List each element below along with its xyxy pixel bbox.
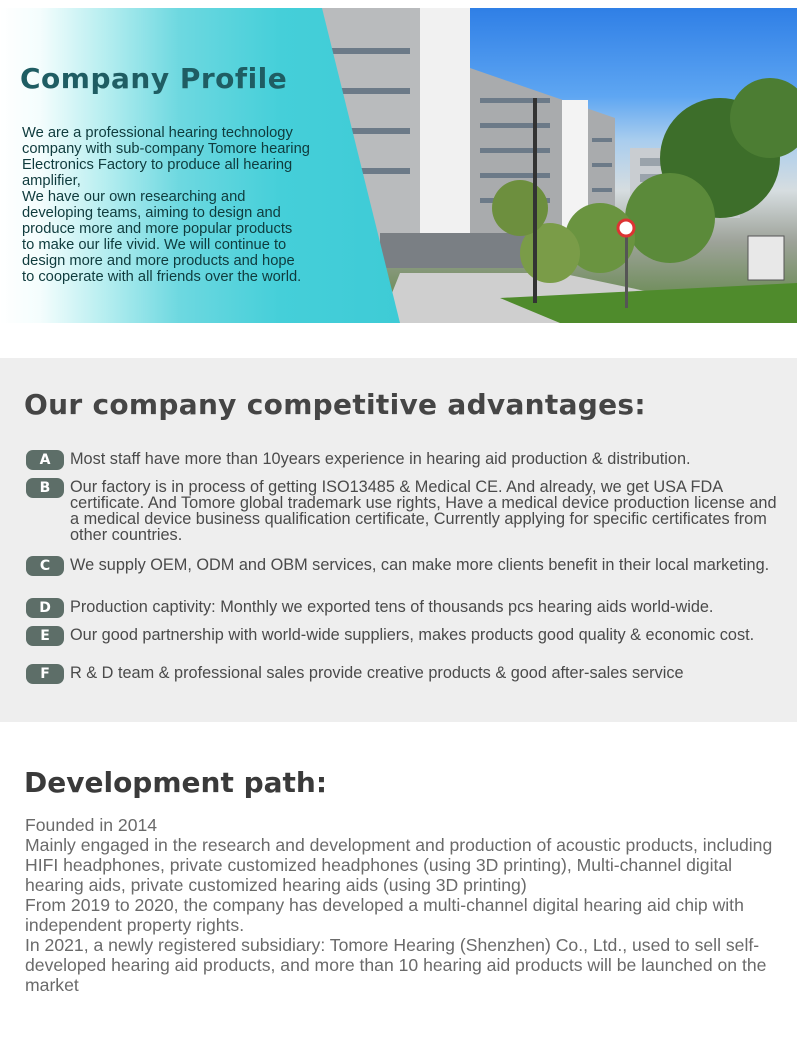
company-profile-title: Company Profile <box>20 62 288 95</box>
profile-line: design more and more products and hope <box>22 253 295 269</box>
profile-line: produce more and more popular products <box>22 221 293 237</box>
profile-line: to make our life vivid. We will continue to <box>22 237 287 253</box>
advantage-item-d <box>26 598 786 618</box>
development-line: In 2021, a newly registered subsidiary: Tomore Hearing (Shenzhen) Co., Ltd., used to sell self-developed hearing aid products, and more than 10 hearing aid products will be launched on the market <box>25 935 767 995</box>
profile-line: amplifier, <box>22 173 81 189</box>
profile-line: Electronics Factory to produce all hearing <box>22 157 293 173</box>
development-line: From 2019 to 2020, the company has developed a multi-channel digital hearing aid chip with independent property rights. <box>25 895 744 935</box>
advantage-letter-badge: F <box>26 664 64 684</box>
advantage-text: Most staff have more than 10years experience in hearing aid production & distribution. <box>70 450 691 468</box>
advantage-letter-badge: E <box>26 626 64 646</box>
advantage-text: R & D team & professional sales provide creative products & good after-sales service <box>70 664 684 682</box>
advantage-text: We supply OEM, ODM and OBM services, can make more clients benefit in their local marketing. <box>70 556 770 574</box>
profile-line: to cooperate with all friends over the world. <box>22 269 302 285</box>
company-profile-banner <box>0 8 797 323</box>
advantage-text: Our good partnership with world-wide suppliers, makes products good quality & economic cost. <box>70 626 755 644</box>
development-line: Mainly engaged in the research and development and production of acoustic products, including HIFI headphones, private customized headphones (using 3D printing), Multi-channel digital hearing aids, private customized hearing aids (using 3D printing) <box>25 835 773 895</box>
development-path-title: Development path: <box>24 766 328 799</box>
advantage-letter-badge: B <box>26 478 64 498</box>
advantages-title: Our company competitive advantages: <box>24 388 646 421</box>
advantage-letter-badge: A <box>26 450 64 470</box>
advantage-item-b <box>26 478 786 543</box>
advantage-item-c <box>26 556 786 576</box>
advantage-text: Our factory is in process of getting ISO13485 & Medical CE. And already, we get USA FDA certificate. And Tomore global trademark use rights, Have a medical device production license and a medical device business qualification certificate, Currently applying for specific certificates from other countries. <box>70 478 777 544</box>
advantage-item-f <box>26 664 786 684</box>
profile-line: We have our own researching and <box>22 189 246 205</box>
competitive-advantages-section <box>0 358 797 722</box>
advantage-text: Production captivity: Monthly we exported tens of thousands pcs hearing aids world-wide. <box>70 598 714 616</box>
advantage-item-a <box>26 450 786 470</box>
profile-line: developing teams, aiming to design and <box>22 205 281 221</box>
development-line: Founded in 2014 <box>25 815 158 835</box>
development-path-text <box>25 815 790 995</box>
company-profile-description <box>22 125 372 285</box>
profile-line: We are a professional hearing technology <box>22 125 293 141</box>
advantage-letter-badge: C <box>26 556 64 576</box>
profile-line: company with sub-company Tomore hearing <box>22 141 310 157</box>
advantage-letter-badge: D <box>26 598 64 618</box>
advantage-item-e <box>26 626 786 646</box>
